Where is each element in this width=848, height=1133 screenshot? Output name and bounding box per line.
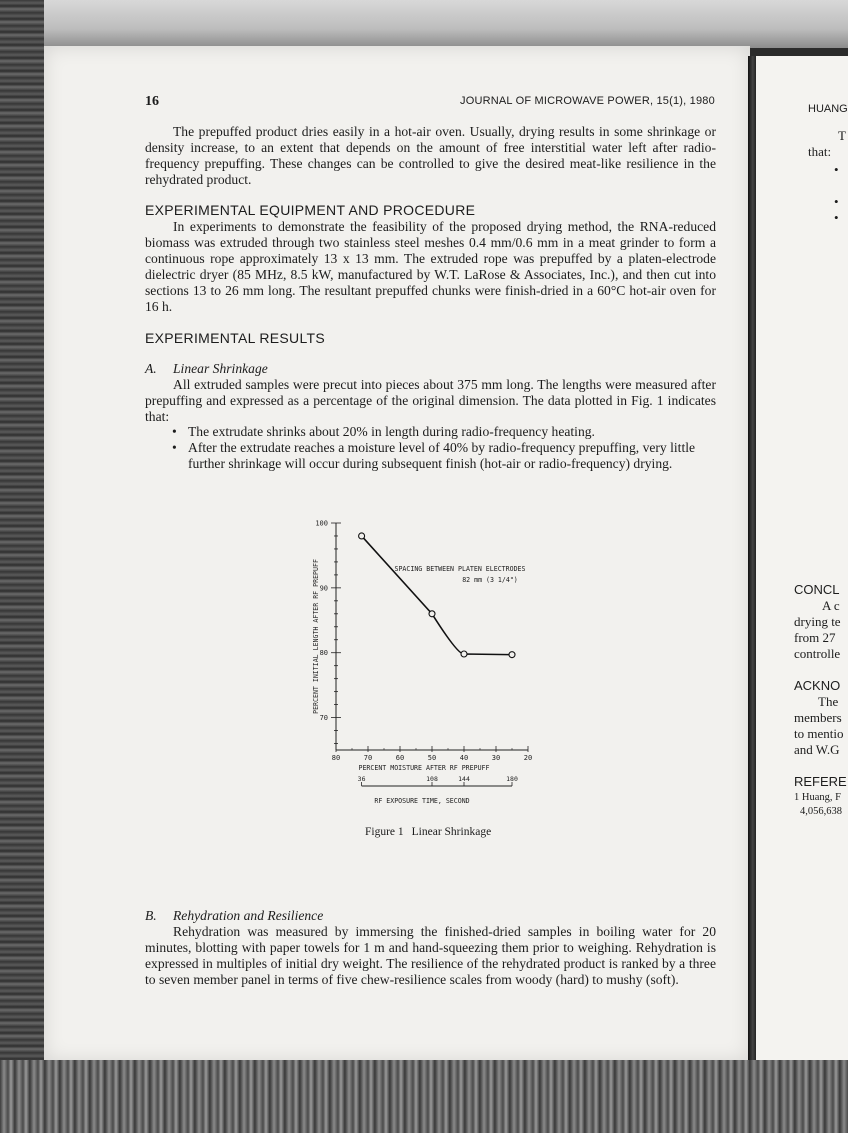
x-tick-label: 50: [427, 754, 437, 762]
y-tick-label: 100: [315, 519, 328, 528]
bullet-item: [172, 440, 716, 472]
right-page-bullet: •: [834, 194, 839, 209]
equipment-paragraph-text: In experiments to demonstrate the feasibility of the proposed drying method, the RNA-reduced biomass was extruded through two stainless steel meshes 0.4 mm/0.6 mm in a meat grinder to form a continuous rope approximately 13 x 13 mm. The extruded rope was prepuffed by a platen-electrode dielectric dryer (85 MHz, 8.5 kW, manufactured by W.T. LaRose & Associates, Inc.), and then cut into sections 13 to 26 mm long. The resultant prepuffed chunks were finish-dried in a 60°C hot-air oven for 16 h.: [145, 219, 716, 314]
series-line: [362, 536, 512, 655]
figure-caption-text: Linear Shrinkage: [411, 826, 492, 838]
y-tick-label: 80: [319, 649, 328, 658]
subsection-heading-b: [145, 908, 323, 924]
scan-shadow-top: [0, 0, 848, 48]
section-heading-equipment: EXPERIMENTAL EQUIPMENT AND PROCEDURE: [145, 202, 476, 218]
x-tick-label: 30: [491, 754, 501, 762]
journal-running-head: JOURNAL OF MICROWAVE POWER, 15(1), 1980: [460, 95, 715, 107]
linear-shrinkage-chart: [300, 515, 560, 815]
right-page-line: that:: [808, 144, 832, 159]
subsection-label: A.: [145, 361, 157, 376]
right-page-heading: REFERE: [794, 774, 847, 789]
subsection-title: Linear Shrinkage: [173, 361, 268, 376]
right-page-reference: 1 Huang, F: [794, 792, 841, 803]
right-page-line: T: [838, 128, 846, 143]
bullet-dot: •: [172, 440, 177, 455]
results-paragraph-b-text: Rehydration was measured by immersing the finished-dried samples in boiling water for 20 minutes, blotting with paper towels for 1 m and hand-squeezing them prior to weighing. Rehydration is expressed in multiples of initial dry weight. The resilience of the rehydrated product is ranked by a three to seven member panel in terms of five chew-resilience scales from woody (hard) to mushy (soft).: [145, 924, 716, 987]
page-number: 16: [145, 94, 159, 109]
right-page-heading: ACKNO: [794, 678, 841, 693]
y-axis-label: PERCENT INITIAL LENGTH AFTER RF PREPUFF: [312, 559, 320, 714]
results-paragraph-a: [145, 377, 716, 425]
subsection-title: Rehydration and Resilience: [173, 908, 324, 923]
right-page-bullet: •: [834, 162, 839, 177]
results-paragraph-b: [145, 924, 716, 988]
scan-shadow-bottom: [0, 1060, 848, 1133]
figure-number: Figure 1: [365, 826, 404, 838]
x-tick-label: 60: [395, 754, 405, 762]
data-point: [461, 651, 467, 657]
right-page-line: drying te: [794, 614, 841, 629]
section-heading-results: EXPERIMENTAL RESULTS: [145, 330, 326, 346]
right-page-line: and W.G: [794, 742, 840, 757]
right-page-line: A c: [822, 598, 840, 613]
bullet-item: [172, 424, 716, 440]
secondary-tick-label: 180: [506, 775, 518, 783]
secondary-tick-label: 144: [458, 775, 470, 783]
figure-caption: [365, 826, 491, 838]
right-page-heading: CONCL: [794, 582, 840, 597]
subsection-heading-a: [145, 361, 268, 377]
x-tick-label: 70: [363, 754, 373, 762]
right-page-line: from 27: [794, 630, 836, 645]
data-point: [359, 533, 365, 539]
right-page-bullet: •: [834, 210, 839, 225]
x-tick-label: 80: [331, 754, 341, 762]
right-page-reference: 4,056,638: [800, 806, 842, 817]
chart-annotation-spacing: 82 mm (3 1/4"): [462, 576, 518, 584]
right-page-line: members: [794, 710, 842, 725]
secondary-tick-label: 108: [426, 775, 438, 783]
x-axis-label: PERCENT MOISTURE AFTER RF PREPUFF: [358, 764, 490, 772]
y-tick-label: 70: [319, 714, 328, 723]
x-tick-label: 20: [523, 754, 533, 762]
intro-paragraph: [145, 124, 716, 188]
intro-paragraph-text: The prepuffed product dries easily in a hot-air oven. Usually, drying results in some shrinkage or density increase, to an extent that depends on the amount of free interstitial water left after radio-frequency prepuffing. These changes can be controlled to give the desired meat-like resilience in the rehydrated product.: [145, 124, 716, 187]
data-point: [429, 611, 435, 617]
bullet-dot: •: [172, 424, 177, 439]
y-tick-label: 90: [319, 584, 328, 593]
bullet-text: The extrudate shrinks about 20% in length during radio-frequency heating.: [188, 424, 595, 439]
chart-annotation-title: SPACING BETWEEN PLATEN ELECTRODES: [394, 565, 526, 573]
book-gutter: [748, 56, 756, 1060]
right-page-line: to mentio: [794, 726, 844, 741]
bullet-text: After the extrudate reaches a moisture level of 40% by radio-frequency prepuffing, very little further shrinkage will occur during subsequent finish (hot-air or radio-frequency) drying.: [188, 440, 696, 471]
results-paragraph-a-text: All extruded samples were precut into pieces about 375 mm long. The lengths were measured after prepuffing and expressed as a percentage of the original dimension. The data plotted in Fig. 1 indicates that:: [145, 377, 716, 424]
right-page-line: controlle: [794, 646, 841, 661]
secondary-tick-label: 36: [357, 775, 366, 783]
right-facing-page: [756, 56, 848, 1060]
scan-shadow-left: [0, 0, 44, 1133]
x-tick-label: 40: [459, 754, 469, 762]
right-page-header: HUANG: [808, 103, 848, 115]
equipment-paragraph: [145, 219, 716, 315]
data-point: [509, 652, 515, 658]
subsection-label: B.: [145, 908, 157, 923]
secondary-axis-label: RF EXPOSURE TIME, SECOND: [374, 797, 470, 805]
right-page-line: The: [818, 694, 839, 709]
